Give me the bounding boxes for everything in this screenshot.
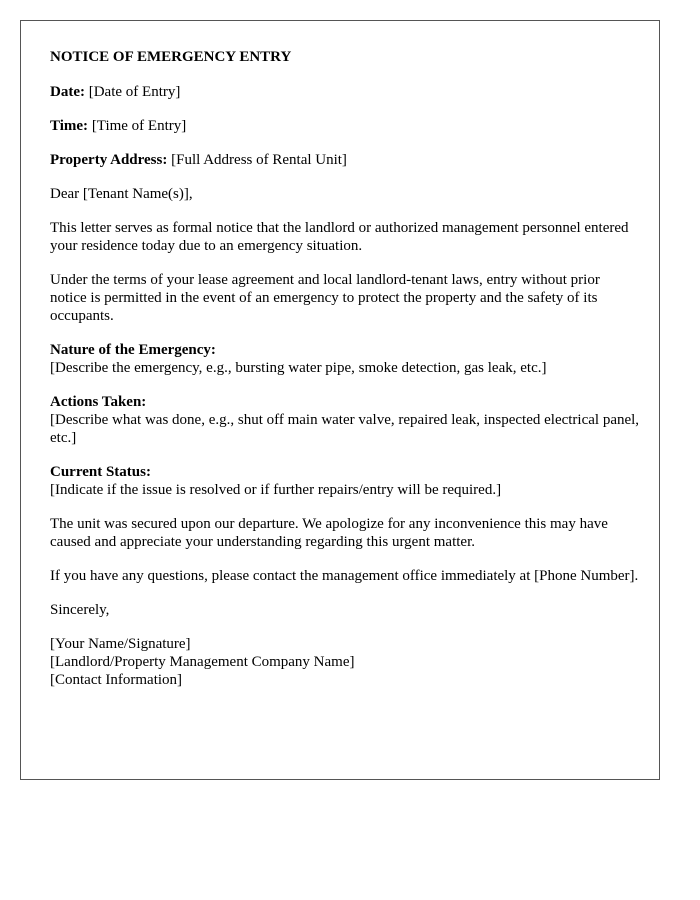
time-line <box>50 117 640 135</box>
actions-label: Actions Taken: <box>50 394 147 410</box>
paragraph-secured: The unit was secured upon our departure. We apologize for any inconvenience this may have caused and appreciate your understanding regarding this urgent matter. <box>50 516 608 550</box>
date-label: Date: <box>50 84 85 100</box>
nature-value: [Describe the emergency, e.g., bursting water pipe, smoke detection, gas leak, etc.] <box>50 360 547 376</box>
signature-contact: [Contact Information] <box>50 672 183 688</box>
address-line <box>50 151 640 169</box>
status-label: Current Status: <box>50 464 151 480</box>
actions-value: [Describe what was done, e.g., shut off main water valve, repaired leak, inspected electrical panel, etc.] <box>50 412 640 446</box>
letter-title: NOTICE OF EMERGENCY ENTRY <box>50 49 292 65</box>
nature-section <box>50 341 640 377</box>
letter-frame <box>20 20 660 780</box>
status-section <box>50 463 640 499</box>
nature-label: Nature of the Emergency: <box>50 342 216 358</box>
paragraph-lease-terms: Under the terms of your lease agreement and local landlord-tenant laws, entry without prior notice is permitted in the event of an emergency to protect the property and the safety of its occupants. <box>50 272 600 324</box>
salutation: Dear [Tenant Name(s)], <box>50 186 193 202</box>
address-value: [Full Address of Rental Unit] <box>167 152 347 168</box>
signature-company: [Landlord/Property Management Company Name] <box>50 654 355 670</box>
time-label: Time: <box>50 118 89 134</box>
paragraph-contact: If you have any questions, please contact the management office immediately at [Phone Number]. <box>50 568 639 584</box>
address-label: Property Address: <box>50 152 168 168</box>
time-value: [Time of Entry] <box>88 118 187 134</box>
date-line <box>50 83 640 101</box>
closing: Sincerely, <box>50 602 110 618</box>
signature-name: [Your Name/Signature] <box>50 636 191 652</box>
paragraph-intro: This letter serves as formal notice that the landlord or authorized management personnel entered your residence today due to an emergency situation. <box>50 220 629 254</box>
date-value: [Date of Entry] <box>84 84 181 100</box>
actions-section <box>50 393 640 447</box>
status-value: [Indicate if the issue is resolved or if further repairs/entry will be required.] <box>50 482 502 498</box>
letter-body <box>50 48 640 705</box>
signature-block <box>50 635 640 689</box>
